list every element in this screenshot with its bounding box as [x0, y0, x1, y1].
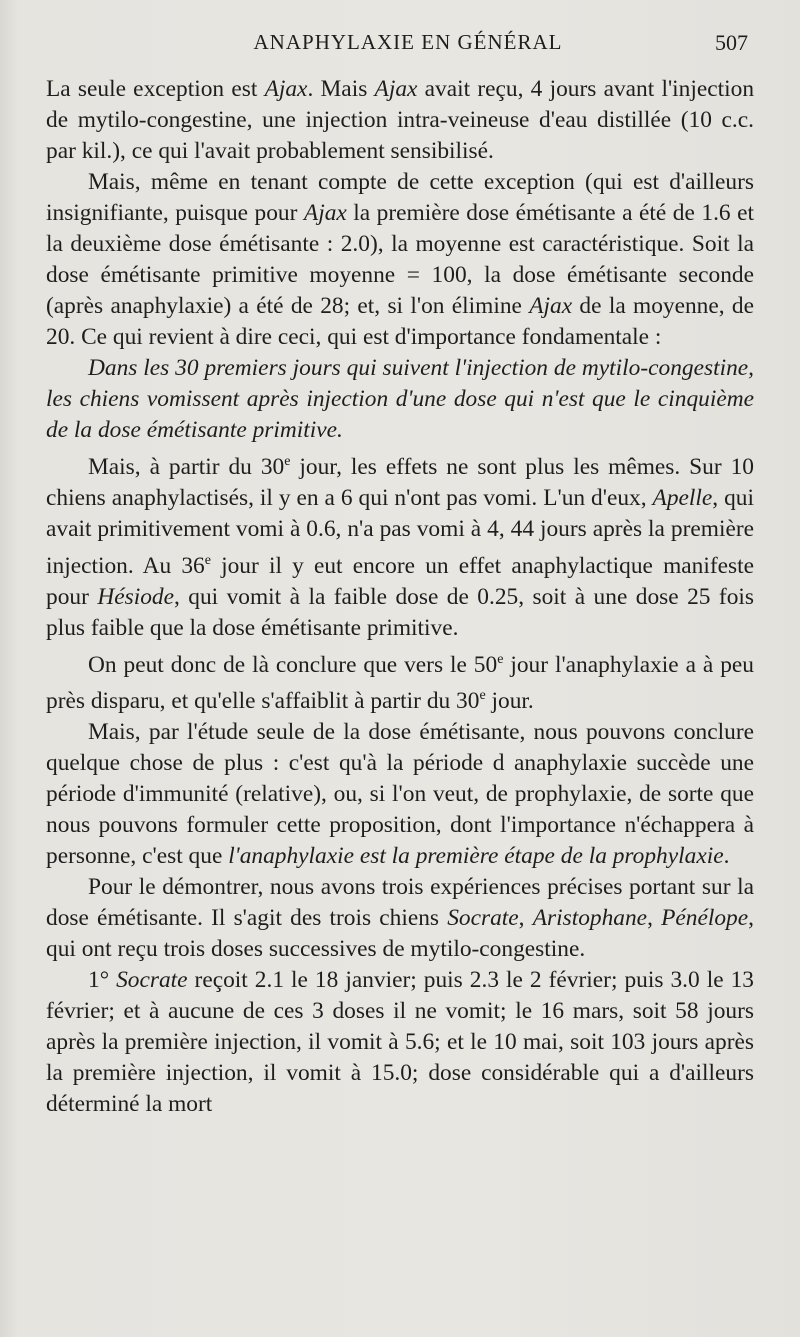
- text-run: . Mais: [307, 76, 375, 102]
- text-run: e: [204, 551, 211, 568]
- text-run: , qui vomit à la faible dose de 0.25, soit à une dose 25 fois plus faible que la dose émétisante primitive.: [46, 583, 754, 641]
- text-run: de la moyenne, de 20. Ce qui revient à dire ceci, qui est d'importance fondamentale :: [46, 293, 754, 350]
- text-run: jour.: [485, 688, 534, 715]
- italic-text: Hésiode: [97, 583, 174, 610]
- italic-text: Socrate: [116, 967, 188, 994]
- italic-text: Socrate: [447, 905, 519, 932]
- italic-text: Dans les 30 premiers jours qui suivent l'injection de mytilo-congestine, les chiens vomissent après injection d'une dose qui n'est que le cinquième de la dose émétisante primitive.: [46, 355, 754, 443]
- text-run: e: [497, 650, 504, 667]
- text-run: avait reçu, 4 jours avant l'injection de mytilo-congestine, une injection intra-veineuse d'eau distillée (10 c.c. par kil.), ce qui l'avait probablement sensibilisé.: [46, 76, 755, 164]
- text-run: On peut donc de là conclure que vers le 50: [88, 651, 498, 678]
- paragraph: [46, 167, 754, 353]
- text-run: jour, les effets ne sont plus les mêmes. Sur 10 chiens anaphylactisés, il y en a 6 qui n'ont pas vomi. L'un d'eux,: [46, 453, 754, 511]
- paragraph: [46, 965, 754, 1120]
- text-run: Mais, même en tenant compte de cette exception (qui est d'ailleurs insignifiante, puisque pour: [46, 169, 754, 226]
- italic-text: Pénélope: [661, 905, 749, 932]
- paragraph: [46, 74, 754, 167]
- italic-text: l'anaphylaxie est la première étape de la prophylaxie: [228, 843, 724, 870]
- italic-text: Aristophane: [532, 905, 648, 932]
- text-run: e: [479, 687, 486, 704]
- running-title: ANAPHYLAXIE EN GÉNÉRAL: [253, 30, 563, 54]
- text-run: .: [723, 843, 730, 870]
- text-run: La seule exception est: [46, 76, 265, 102]
- italic-text: Apelle: [652, 484, 713, 511]
- italic-text: Ajax: [374, 76, 418, 102]
- text-run: Mais, à partir du 30: [88, 453, 285, 480]
- paragraph: [46, 446, 754, 644]
- paragraph: [46, 872, 754, 965]
- text-run: e: [284, 453, 291, 469]
- page-number: 507: [715, 30, 748, 55]
- text-run: Pour le démontrer, nous avons trois expériences précises portant sur la dose émétisante. Il s'agit des trois chiens: [46, 874, 754, 932]
- italic-text: Ajax: [264, 76, 308, 102]
- text-run: , qui avait primitivement vomi à 0.6, n'a pas vomi à 4, 44 jours après la première injection. Au 36: [46, 484, 754, 579]
- paragraph: [46, 644, 754, 718]
- text-run: 1°: [88, 967, 117, 994]
- paragraph: [46, 717, 754, 872]
- body-text: [46, 74, 754, 1120]
- text-run: jour il y eut encore un effet anaphylactique manifeste pour: [46, 552, 755, 610]
- text-run: , qui ont reçu trois doses successives de mytilo-congestine.: [46, 905, 754, 963]
- text-run: reçoit 2.1 le 18 janvier; puis 2.3 le 2 février; puis 3.0 le 13 février; et à aucune de ces 3 doses il ne vomit; le 16 mars, soit 58 jours après la première injection, il vomit à 5.6; et le 10 mai, soit 103 jours après la première injection, il vomit à 15.0; dose considérable qui a d'ailleurs déterminé la mort: [46, 967, 754, 1118]
- italic-text: Ajax: [529, 293, 573, 319]
- text-run: jour l'anaphylaxie a à peu près disparu, et qu'elle s'affaiblit à partir du 30: [46, 651, 754, 715]
- text-run: Mais, par l'étude seule de la dose émétisante, nous pouvons conclure quelque chose de plus : c'est qu'à la période d anaphylaxie succède une période d'immunité (relative), ou, si l'on veut, de prophylaxie, de sorte que nous pouvons formuler cette proposition, dont l'importance n'échappera à personne, c'est que: [46, 719, 754, 870]
- text-run: ,: [518, 905, 533, 932]
- italic-text: Ajax: [303, 200, 347, 226]
- paragraph: [46, 353, 754, 446]
- text-run: ,: [647, 905, 662, 932]
- text-run: la première dose émétisante a été de 1.6 et la deuxième dose émétisante : 2.0), la moyenne est caractéristique. Soit la dose émétisante primitive moyenne = 100, la dose émétisante seconde (après anaphylaxie) a été de 28; et, si l'on élimine: [46, 200, 754, 319]
- page-header: [46, 30, 770, 62]
